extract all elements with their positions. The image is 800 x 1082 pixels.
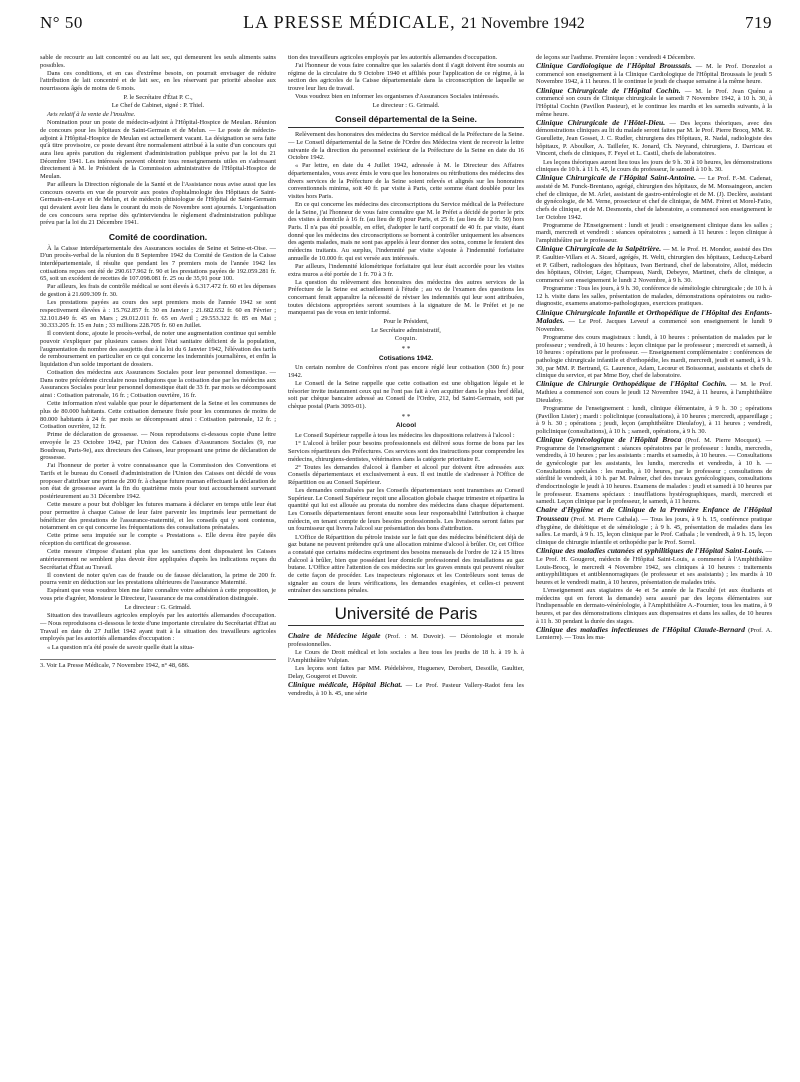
paragraph: « La question m'a été posée de savoir quelle était la situa- (47, 643, 195, 651)
entry (536, 119, 772, 158)
column-2 (288, 54, 524, 1064)
signature: Pour le Président, (383, 318, 429, 325)
entry-title: Clinique de Chirurgie Orthopédique de l'Hôpital Cochin. (536, 379, 727, 389)
columns (40, 54, 772, 1064)
entry-text: — Des leçons théoriques, avec des démonstrations cliniques au lit du malade seront faites par M. le Prof. Pierre Brocq, MM. R. Gueullette, Jean Gosset, J. C. Rudler, chirurgiens des Hôpitaux, R. Nadal, radiologiste des hôpitaux, P. Aboulker, A. Taillefer, K. Jonard, Ch. Neyrand, chirurgiens, J. Darricau et Vincent, chefs de cliniques, F. Feyel et L. Castil, chefs de laboratoires. (536, 119, 772, 158)
paragraph: Par ailleurs la Direction régionale de la Santé et de l'Assistance nous avise aussi que les concours ouverts en vue de pourvoir aux postes d'ophtalmologie des Hôpitaux de Saint-Germain-en-Laye et de Melun, et de médecin phtisiologue de l'Hôpital de Saint-Germain qui devaient avoir lieu dans le courant du mois de Novembre sont ajournés. L'organisation de ces concours sera reprise dès qu'interviendra le règlement d'administration publique prévu par la loi du 21 Décembre 1941. (40, 181, 276, 227)
paragraph: « Par lettre, en date du 4 Juillet 1942, adressée à M. le Directeur des Affaires départementales, vous avez émis le vœu que les honoraires ou rétributions des médecins des divers services de la Préfecture de la Seine soient relevés et alignés sur les honoraires conventionnels minima, soit 40 fr. par visite à Paris, cette somme étant doublée pour les visites hors Paris. (288, 162, 524, 200)
entry-text: — M. le Prof. Donzelot a commencé son enseignement à la Clinique Cardiologique de l'Hôpital Broussais le jeudi 5 Novembre 1942, à 11 heures. Il le continue le jeudi de chaque semaine à la même heure. (536, 63, 772, 86)
page-number: 719 (744, 13, 772, 32)
paragraph: Les demandes centralisées par les Conseils départementaux sont transmises au Conseil Supérieur. Le Conseil Supérieur reçoit une allocation globale chaque trimestre et répartira la quantité qui lui est allouée au prorata du nombre des médecins dans chaque département. Les Conseils départementaux feront ensuite sous leur responsabilité l'attribution à chaque médecin, en tenant compte de leurs besoins professionnels. Les livraisons seront faites par un fournisseur qui livrera l'alcool sur présentation des bons d'attribution. (288, 487, 524, 533)
paragraph: Cette information n'est valable que pour le département de la Seine et les communes de plus de 80.000 habitants. Cette cotisation demeure fixée pour les communes de moins de 80.000 habitants à 24 fr. par mois se décomposant ainsi : Cotisation patronale, 12 fr. ; Cotisation ouvrière, 12 fr. (40, 400, 276, 431)
paragraph: Il convient donc, ajoute le procès-verbal, de noter une augmentation continue qui semble pouvoir s'expliquer par plusieurs causes dont l'état sanitaire déficient de la population, l'augmentation du nombre des assujettis due à la loi du 6 Janvier 1942, l'élévation des tarifs de remboursement en particulier en ce qui concerne les indemnités journalières, et enfin la liquidation d'un solde important de dossiers. (40, 330, 276, 368)
paragraph: J'ai l'honneur de porter à votre connaissance que la Commission des Conventions et Tarifs et le bureau du Conseil d'administration de l'Union des Caisses ont décidé de vous proposer d'attribuer une prime de 200 fr. à chaque future maman effectuant la déclaration de son état de grossesse avant la fin du quatrième mois pour tout accouchement survenant postérieurement au 31 Décembre 1942. (40, 462, 276, 501)
signature: Le Chef de Cabinet, signé : P. Thiel. (111, 102, 205, 110)
column-1 (40, 54, 276, 1064)
paragraph: J'ai l'honneur de vous faire connaître que les salariés dont il s'agit doivent être soumis au régime de la circulaire du 9 Octobre 1940 et affiliés pour l'application de ce régime, à la section des agricoles de la Caisse départementale dans la circonscription de laquelle se trouve leur lieu de travail. (288, 62, 524, 93)
entry (536, 62, 772, 86)
entry (288, 681, 524, 697)
entry (536, 547, 772, 586)
entry (536, 506, 772, 546)
entry-text: — M. le Prof. Mathieu a commencé son cours le jeudi 12 Novembre 1942, à 11 heures, à l'amphithéâtre Dieulafoy. (536, 381, 772, 404)
entry-title: Chaire de Médecine légale (288, 631, 381, 641)
signature: Le Secrétaire administratif, (371, 326, 441, 334)
paragraph: Programme des cours magistraux : lundi, à 10 heures : présentation de malades par le professeur ; vendredi, à 10 heures : leçon clinique par le professeur ; mercredi et samedi, à 10 heures : opérations par le professeur. — Enseignement complémentaire : conférences de pathologie chirurgicale infantile et d'orthopédie, les mardi, mercredi, jeudi et samedi, à 9 h. 30, par MM. P. Bertrand, G. Laurence, Adam, Lecœur et Boissonnat, assistants et chefs de clinique du service, et par Mme Boy, chef de laboratoire. (536, 333, 772, 380)
paragraph: Dans ces conditions, et en cas d'extrême besoin, on pourrait envisager de réduire l'attribution de lait concentré et de lait sec, en les réservant par priorité absolue aux nourrissons âgés de moins de 6 mois. (40, 69, 276, 93)
paragraph: Cotisation des médecins aux Assurances Sociales pour leur personnel domestique. — Dans notre précédente circulaire nous indiquions que la cotisation due par les médecins aux Assurances Sociales pour leur personnel domestique était de 33 fr. par mois se décomposant ainsi : Cotisation patronale, 16 fr. ; Cotisation ouvrière, 16 fr. (40, 369, 276, 400)
paragraph: Programme de l'enseignement : lundi, clinique élémentaire, à 9 h. 30 ; opérations (Pavillon Lister) ; mardi : policlinique (consultations), à 10 heures ; mercredi, appareillage ; à 9 h. 30 ; opérations ; jeudi, leçon (amphithéâtre Dieulafoy), à 11 heures ; vendredi, policlinique (consultations), à 10 h. ; samedi, opérations, à 9 h. 30. (536, 404, 772, 435)
paragraph: Programme de l'Enseignement : lundi et jeudi : enseignement clinique dans les salles ; mardi, mercredi et vendredi : séances opératoires ; samedi à 11 heures : leçon clinique à l'amphithéâtre par le professeur. (536, 221, 772, 245)
entry-title: Clinique Chirurgicale de la Salpêtrière. (536, 244, 662, 254)
entry-text: (Prof. A. Lemierre). — Tous les ma- (536, 626, 772, 642)
entry-text: (Prof. M. Pierre Cathala). — Tous les jours, à 9 h. 15, conférence pratique d'hygiène, de diététique et de séméiologie ; à 9 h. 45, présentation de malades dans les salles. Le mardi, à 9 h. 15, leçon clinique par le Prof. Cathala ; le vendredi, à 9 h. 15, leçon clinique de chirurgie infantile et orthopédie par le Prof. Sorrel. (536, 516, 772, 547)
entry (536, 436, 772, 506)
paragraph: L'enseignement aux stagiaires de 4e et 5e année de la Faculté (et aux étudiants et médecins qui en feront la demande) sera assuré par des leçons élémentaires sur l'indispensable en dermato-vénéréologie, à l'Amphithéâtre A.-Fournier, tous les matins, à 9 heures, et par des démonstrations cliniques aux dispensaires et dans les salles, de 10 heures à 11 h. 30 pendant la durée des stages. (536, 586, 772, 625)
entry-text: — Le Prof. Pasteur Vallery-Radot fera les vendredis, à 10 h. 45, une série (288, 681, 524, 697)
paragraph: La question du relèvement des honoraires des médecins des autres services de la Préfecture de la Seine est actuellement à l'étude ; au vu de l'examen des questions les concernant ferait apparaître la nécessité de réviser les indemnités qui leur sont attribuées, toutes décisions appropriées seront soumises à la signature de M. le Préfet et je ne manquerai pas de vous en tenir informé. (288, 278, 524, 317)
paragraph: Vous voudrez bien en informer les organismes d'Assurances Sociales intéressés. (295, 93, 500, 101)
paragraph: Espérant que vous voudrez bien me faire connaître votre adhésion à cette proposition, je vous prie d'agréer, Monsieur le Directeur, l'assurance de ma considération distinguée. (40, 587, 276, 603)
issue-date: 21 Novembre 1942 (461, 15, 585, 32)
notice-heading: Avis relatif à la vente de l'insuline. (47, 111, 136, 119)
entry-text: — Le Prof. F.-M. Cadenat, assisté de M. Funck-Brentano, agrégé, chirurgien des hôpitaux, de M. Monsaingeon, ancien chef de clinique, de M. Arlet, assistant de gastro-entérologie et de M. (J). Declère, assistant de gynécologie, de M. Verne, prosecteur et chef de clinique, de MM. Frèret et Morel-Fatio, chefs de clinique, et de M. Desmonts, chef de laboratoire, a commencé son enseignement le 1er Octobre 1942. (536, 175, 772, 221)
signature: Coquin. (394, 335, 418, 343)
signature: Le directeur : G. Grimald. (124, 603, 192, 611)
paragraph: Par ailleurs, les frais de contrôle médical se sont élevés à 6.317.472 fr. 60 et les dépenses de gestion à 21.609.309 fr. 30. (40, 283, 276, 299)
issue-number: N° 50 (40, 13, 83, 32)
entry-title: Clinique Chirurgicale de l'Hôpital Saint-Antoine. (536, 173, 697, 183)
signature: P. le Secrétaire d'État P. C., (123, 93, 193, 101)
subsection-heading: Cotisations 1942. (378, 354, 434, 362)
paragraph: Par ailleurs, l'indemnité kilométrique forfaitaire qui leur était accordée pour les visites extra muros a été portée de 1 fr. 70 à 3 fr. (288, 262, 524, 278)
entry-title: Clinique médicale, Hôpital Bichat. (288, 679, 403, 689)
paragraph: Relèvement des honoraires des médecins du Service médical de la Préfecture de la Seine. — Le Conseil départemental de la Seine de l'Ordre des Médecins vient de recevoir la lettre suivante de la direction du personnel extérieur de la Préfecture de la Seine en date du 16 Octobre 1942. (288, 131, 524, 162)
entry-title: Clinique Chirurgicale Infantile et Orthopédique de l'Hôpital des Enfants-Malades. (536, 307, 772, 326)
entry-title: Clinique des maladies cutanées et syphilitiques de l'Hôpital Saint-Louis. (536, 546, 764, 556)
paragraph: Cette prime sera imputée sur le compte « Prestations ». Elle devra être payée dès réception du certificat de grossesse. (40, 532, 276, 548)
separator-stars: * * (401, 344, 411, 353)
entry-title: Clinique Chirurgicale de l'Hôpital Cochin. (536, 85, 681, 95)
entry (536, 174, 772, 221)
entry-text: (Prof. : M. Duvoir). — Déontologie et morale professionnelles. (288, 633, 524, 649)
entry-title: Clinique Gynécologique de l'Hôpital Broca (536, 435, 682, 444)
section-heading: Conseil départemental de la Seine. (288, 116, 524, 129)
journal-title: LA PRESSE MÉDICALE, 21 Novembre 1942 (243, 12, 585, 32)
paragraph: de leçons sur l'asthme. Première leçon : vendredi 4 Décembre. (536, 54, 696, 61)
entry-text: — Le Prof. H. Gougerot, médecin de l'Hôpital Saint-Louis, a commencé à l'Amphithéâtre Louis-Brocq, le mercredi 4 Novembre 1942, ses cliniques à 10 heures : traitements antisyphilitiques et antiblennorragiques (le professeur et ses assistants) ; les mardis à 10 heures et le vendredi matin, à 10 heures, présentation de malades triés. (536, 548, 772, 586)
entry (536, 309, 772, 334)
paragraph: sable de recourir au lait concentré ou au lait sec, qui demeurent les seuls aliments sains possibles. (40, 54, 276, 69)
entry-title: Clinique Chirurgicale de l'Hôtel-Dieu. (536, 117, 666, 127)
entry-title: Clinique Cardiologique de l'Hôpital Broussais. (536, 61, 692, 71)
paragraph: L'Office de Répartition du pétrole insiste sur le fait que des médecins bénéficient déjà de gaz butane ne peuvent prétendre qu'à une allocation minime d'alcool à brûler. Or, cet Office a constaté que certains médecins expriment des besoins mensuels de l'ordre de 12 à 15 litres d'alcool à brûler, bien que possédant leur domicile professionnel des installations au gaz butane. L'Office attire l'attention de ces médecins sur les graves ennuis qui peuvent résulter de cette façon de procéder. Les inspecteurs régionaux et les Contrôleurs sont tenus de signaler au cours de leurs vérifications, les demandes exagérées, et celles-ci peuvent entraîner des sanctions pénales. (288, 533, 524, 595)
paragraph: Le Conseil Supérieur rappelle à tous les médecins les dispositions relatives à l'alcool : (295, 432, 515, 440)
entry-title: Clinique des maladies infectieuses de l'Hôpital Claude-Bernard (536, 624, 745, 634)
paragraph: Cette mesure a pour but d'obliger les futures mamans à déclarer en temps utile leur état pour permettre à chaque Caisse de leur faire parvenir les imprimés leur permettant de bénéficier des prestations de l'assurance-maternité, et les conseils qui y sont contenus, notamment en ce qui concerne les fréquentations des consultations prénatales. (40, 501, 276, 532)
entry (536, 87, 772, 119)
entry (536, 380, 772, 404)
paragraph: Situation des travailleurs agricoles employés par les autorités allemandes d'occupation. — Nous reproduisons ci-dessous le texte d'une importante circulaire du Secrétariat d'État au Travail en date du 27 Juillet 1942 ayant trait à la situation des travailleurs agricoles employés par les autorités allemandes d'occupation : (40, 612, 276, 643)
paragraph: tion des travailleurs agricoles employés par les autorités allemandes d'occupation. (288, 54, 498, 61)
entry-text: — M. le Prof. Jean Quénu a commencé son cours de Clinique chirurgicale le samedi 7 Novembre 1942, à 10 h. 30, à l'Hôpital Cochin (Pavillon Pasteur), et le continue les mardis et les samedis suivants, à la même heure. (536, 87, 772, 118)
separator-stars: * * (401, 412, 411, 421)
paragraph: 2° Toutes les demandes d'alcool à flamber et alcool pur doivent être adressées aux Conseils départementaux et exclusivement à eux. Il est inutile de s'adresser à l'Office de Répartition ou au Conseil Supérieur. (288, 463, 524, 486)
section-heading: Comité de coordination. (108, 231, 208, 242)
paragraph: Programme : Tous les jours, à 9 h. 30, conférence de séméiologie chirurgicale ; de 10 h. à 12 h. visite dans les salles, présentation de malades, démonstrations opératoires ou radio-diagnostic, examens anatomo-pathologiques, exercices pratiques. (536, 285, 772, 308)
entry-title: Chaire d'Hygiène et de Clinique de la Première Enfance de l'Hôpital Trousseau (536, 505, 772, 524)
paragraph: À la Caisse interdépartementale des Assurances sociales de Seine et Seine-et-Oise. — D'un procès-verbal de la réunion du 8 Septembre 1942 du Comité de Gestion de la Caisse interdépartementale, il résulte que pendant les 7 premiers mois de l'année 1942 les cotisations reçues ont été de 290.617.962 fr. 90 et les prestations payées de 192.059.281 fr. 65, soit un excédent de recettes de 107.098.081 fr. 25 ou de 35,91 pour 100. (40, 244, 276, 283)
signature: Le directeur : G. Grimald. (372, 101, 440, 109)
paragraph: Cette mesure s'impose d'autant plus que les sanctions dont disposaient les Caisses antérieurement ne semblent plus devoir être appliquées d'après les indications reçues du Secrétariat d'État au Travail. (40, 548, 276, 571)
paragraph: Le Cours de Droit médical et lois sociales a lieu tous les jeudis de 18 h. à 19 h. à l'Amphithéâtre Vulpian. (288, 649, 524, 664)
entry-text: — M. le Prof. H. Mondor, assisté des Drs P. Gaultier-Villars et A. Sicard, agrégés, H. Welti, chirurgien des hôpitaux, Leducq-Lebard et P. Gilbert, radiologues des hôpitaux, Ivan Bertrand, chef de laboratoire, Allot, médecin des hôpitaux, Olivier, Léger, Champeau, Nardi, Debeyre, Martinet, chefs de clinique, a commencé son enseignement le lundi 2 Novembre, à 9 h. 30. (536, 246, 772, 284)
paragraph: Prime de déclaration de grossesse. — Nous reproduisons ci-dessous copie d'une lettre envoyée le 23 Octobre 1942, par l'Union des Caisses d'Assurances Sociales (9, rue Boudreau, Paris-9e), aux directeurs des Caisses, leur proposant une prime de déclaration de grossesse. (40, 431, 276, 462)
paragraph: Les prestations payées au cours des sept premiers mois de l'année 1942 se sont respectivement élevées à : 15.762.857 fr. 30 en Janvier ; 21.682.652 fr. 60 en Février ; 32.101.849 fr. 45 en Mars ; 29.012.011 fr. 65 en Avril ; 29.553.322 fr. 85 en Mai ; 30.333.205 fr. 15 en Juin ; 33 millions 228.705 fr. 60 en Juillet. (40, 299, 276, 330)
paragraph: En ce qui concerne les médecins des circonscriptions du Service médical de la Préfecture de la Seine, j'ai l'honneur de vous faire connaître que M. le Préfet a décidé de porter le prix des visites à domicile à 16 fr. (au lieu de 8) pour Paris, et 25 fr. (au lieu de 12 fr. 50) hors Paris. Il n'a pas été possible, en effet, d'adopter le tarif corporatif de 40 fr. par visite, étant donné que les médecins des circonscriptions se bornent à contrôler uniquement les absences des agents malades, mais ne sont pas appelés à leur donner des soins, comme le feraient des médecins traitants. Au surplus, l'indemnité par visite s'ajoute à l'indemnité forfaitaire annuelle de 10.000 fr. qui est versée aux intéressés. (288, 201, 524, 262)
entry-text: (Prof. M. Pierre Mocquot). — Programme de l'enseignement : séances opératoires par le professeur : lundis, mercredis, vendredis, à 10 heures ; par les assistants : mardis et samedis, à 10 heures. — Consultations de gynécologie par les assistants, les lundis, mercredis et vendredis, à 10 h. — Consultations spéciales : les mardis, à 10 heures, par le professeur ; consultations de stérilité le vendredi, à 10 h. par M. Palmer, chef des travaux gynécologiques, consultations d'endocrinologie le jeudi à 10 heures. Examens de malades : jeudi et samedi à 10 heures par le professeur. Examens spéciaux : insufflations hystérographiques, mardi, mercredi et samedi. Leçon clinique par le professeur, le samedi, à 11 heures. (536, 437, 772, 506)
paragraph: Un certain nombre de Confrères n'ont pas encore réglé leur cotisation (300 fr.) pour 1942. (288, 364, 524, 379)
paragraph: 1° L'alcool à brûler pour besoins professionnels est délivré sous forme de bons par les Services répartiteurs des Préfectures. Ces services sont des instructions pour comprendre les médecins, chirurgiens-dentistes, vétérinaires dans la catégorie prioritaire E. (288, 440, 524, 463)
paragraph: Les leçons théoriques auront lieu tous les jours de 9 h. 30 à 10 heures, les démonstrations cliniques de 10 h. à 11 h. 45, le cours du professeur, le samedi à 10 h. 30. (536, 158, 772, 174)
paragraph: Nomination pour un poste de médecin-adjoint à l'Hôpital-Hospice de Meulan. Réunion de concours pour les hôpitaux de Saint-Germain et de Melun. — Le poste de médecin-adjoint à l'Hôpital-Hospice de Meulan est actuellement vacant. La désignation se sera faite qu'à titre provisoire, ce poste devant être normalement attribué à la suite d'un concours qui aura lieu après parution du règlement d'administration publique prévu par la loi du 21 Décembre 1941. Les intéressés peuvent obtenir tous renseignements utiles en s'adressant directement à M. le Président de la Commission administrative de l'Hôpital-Hospice de Meulan. (40, 119, 276, 180)
paragraph: Il convient de noter qu'en cas de fraude ou de fausse déclaration, la prime de 200 fr. pourra venir en déduction sur les prestations ultérieures de l'assurance Maternité. (40, 571, 276, 587)
entry (288, 632, 524, 648)
university-heading: Université de Paris (288, 599, 524, 627)
paragraph: Le Conseil de la Seine rappelle que cette cotisation est une obligation légale et le trésorier invite instamment ceux qui ne l'ont pas fait à s'en acquitter dans le plus bref délai, soit par chèque bancaire adressé au Conseil de l'Ordre, 212, bd Saint-Germain, soit par chèque postal (Paris 3093-01). (288, 380, 524, 411)
column-3 (536, 54, 772, 1064)
footnote: 3. Voir La Presse Médicale, 7 Novembre 1942, n° 48, 686. (40, 659, 276, 670)
entry (536, 626, 772, 642)
entry (536, 245, 772, 284)
entry-text: — Le Prof. Jacques Leveuf a commencé son enseignement le lundi 9 Novembre. (536, 318, 772, 333)
paragraph: Les leçons sont faites par MM. Piédelièvre, Huguenev, Derobert, Desoille, Gaultier, Delay, Gougerot et Duvoir. (288, 665, 524, 680)
subsection-heading: Alcool (395, 422, 417, 430)
masthead (40, 12, 772, 38)
